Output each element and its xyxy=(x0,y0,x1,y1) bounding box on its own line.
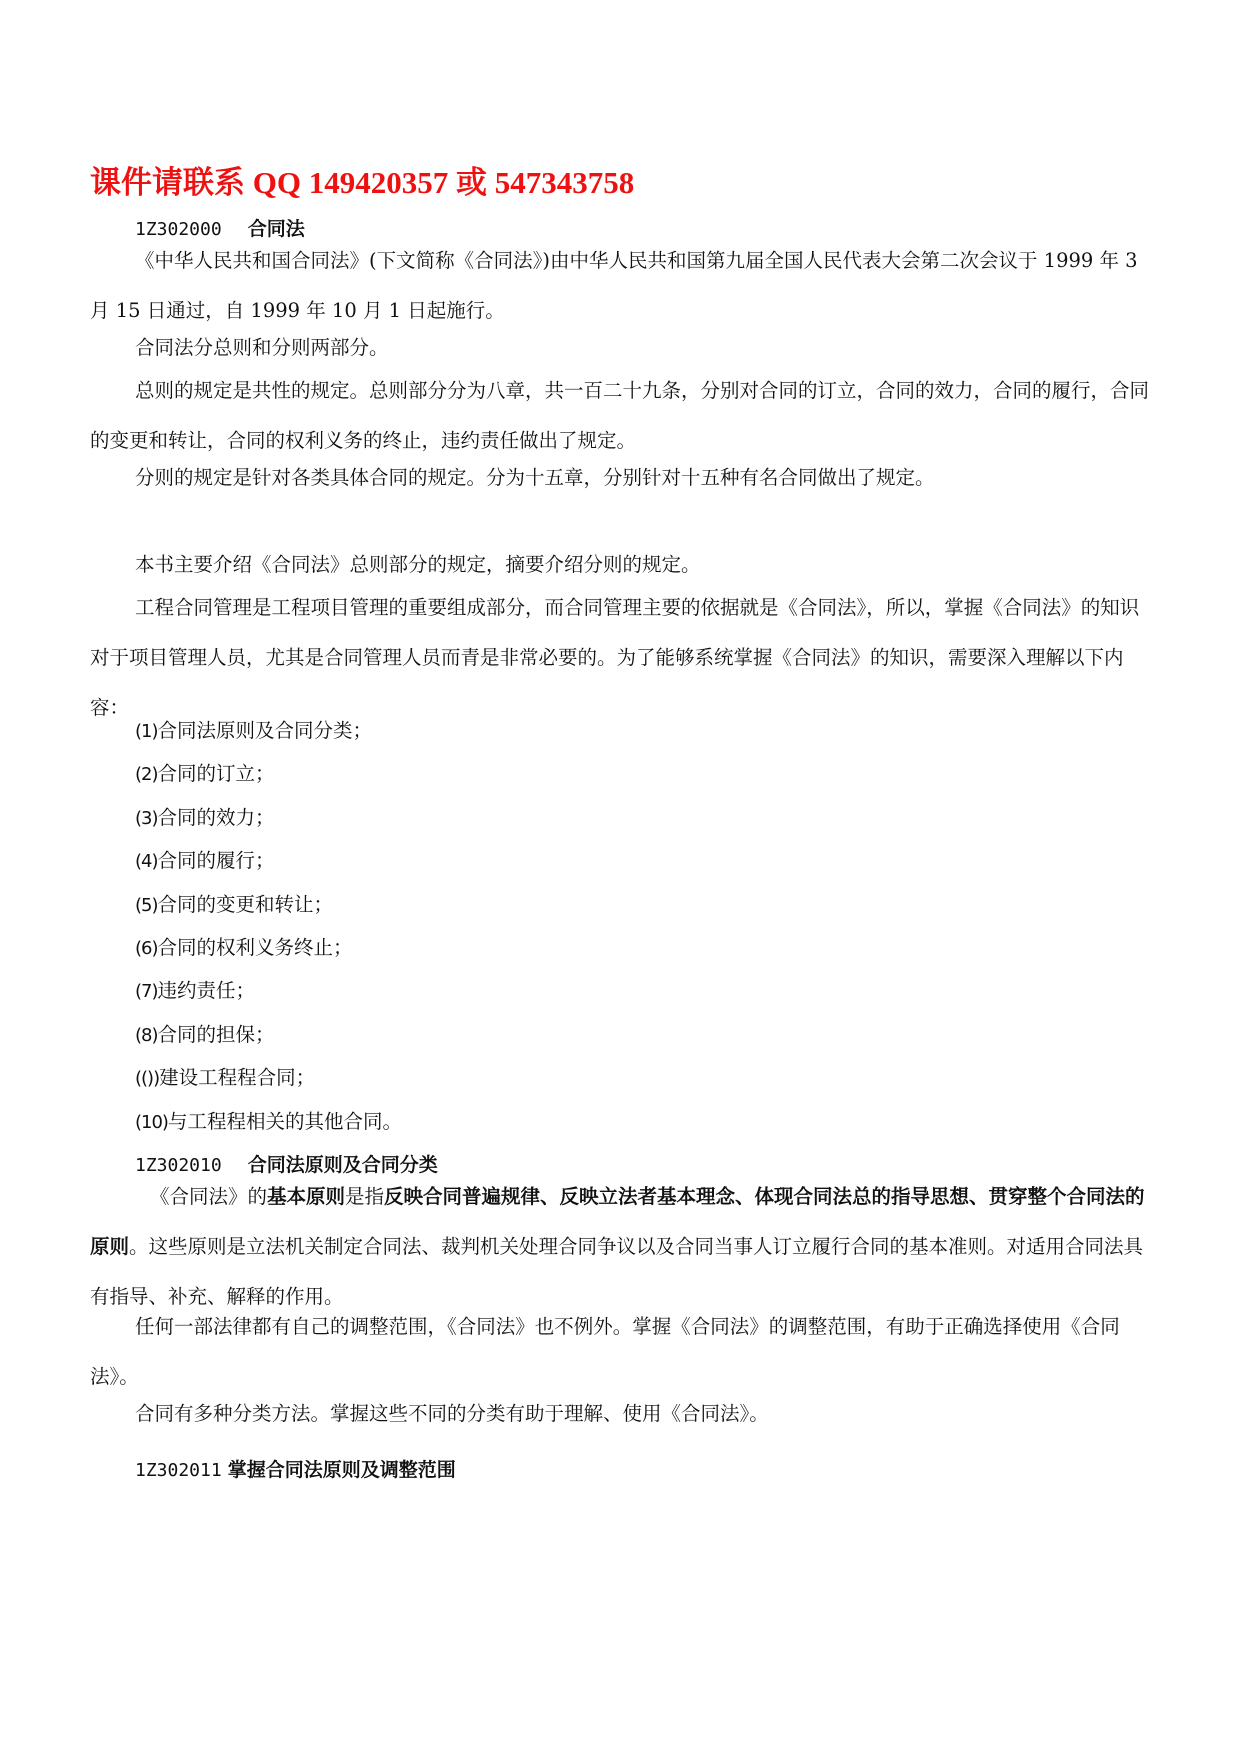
list-item: (3)合同的效力； xyxy=(135,806,275,829)
intro-paragraph-3: 总则的规定是共性的规定。总则部分分为八章，共一百二十九条，分别对合同的订立，合同的效力，合同的履行，合同的变更和转让，合同的权利义务的终止，违约责任做出了规定。 xyxy=(90,379,1150,452)
list-item: (7)违约责任； xyxy=(135,979,256,1002)
principles-paragraph-2: 任何一部法律都有自己的调整范围，《合同法》也不例外。掌握《合同法》的调整范围，有助于正确选择使用《合同法》。 xyxy=(90,1315,1120,1388)
intro-paragraph-4: 分则的规定是针对各类具体合同的规定。分为十五章，分别针对十五种有名合同做出了规定。 xyxy=(135,466,935,489)
section-code: 1Z302000 xyxy=(135,219,222,240)
section-title: 掌握合同法原则及调整范围 xyxy=(227,1459,456,1481)
section-title: 合同法原则及合同分类 xyxy=(247,1154,438,1176)
emphasis-basic-principle: 基本原则 xyxy=(267,1185,346,1208)
emphasis-definition: 反映合同普遍规律、反映立法者基本理念、体现合同法总的指导思想、贯穿整个合同法的原则 xyxy=(90,1185,1145,1258)
list-item: (4)合同的履行； xyxy=(135,849,275,872)
section-heading-1z302011 xyxy=(135,1455,456,1486)
intro-paragraph-2: 合同法分总则和分则两部分。 xyxy=(135,336,389,359)
list-item: (8)合同的担保； xyxy=(135,1023,275,1046)
list-item: (1)合同法原则及合同分类； xyxy=(135,719,373,742)
principles-paragraph-3: 合同有多种分类方法。掌握这些不同的分类有助于理解、使用《合同法》。 xyxy=(135,1402,769,1425)
contact-banner: 课件请联系 QQ 149420357 或 547343758 xyxy=(90,165,635,200)
list-item: (5)合同的变更和转让； xyxy=(135,893,334,916)
list-item: (())建设工程程合同； xyxy=(135,1066,316,1089)
section-title: 合同法 xyxy=(247,218,305,240)
principles-paragraph-1: 《合同法》的基本原则是指反映合同普遍规律、反映立法者基本理念、体现合同法总的指导思想、贯穿整个合同法的原则。这些原则是立法机关制定合同法、裁判机关处理合同争议以及合同当事人订立履行合同的基本准则。对适用合同法具有指导、补充、解释的作用。 xyxy=(90,1185,1145,1308)
list-item: (2)合同的订立； xyxy=(135,762,275,785)
section-code: 1Z302011 xyxy=(135,1460,222,1481)
list-item: (6)合同的权利义务终止； xyxy=(135,936,353,959)
list-item: (10)与工程程相关的其他合同。 xyxy=(135,1110,402,1133)
intro-paragraph-5: 本书主要介绍《合同法》总则部分的规定，摘要介绍分则的规定。 xyxy=(135,553,701,576)
intro-paragraph-1: 《中华人民共和国合同法》(下文简称《合同法》)由中华人民共和国第九届全国人民代表大会第二次会议于 1999 年 3 月 15 日通过，自 1999 年 10 月 1 日起施行。 xyxy=(90,249,1138,322)
intro-paragraph-6: 工程合同管理是工程项目管理的重要组成部分，而合同管理主要的依据就是《合同法》，所以，掌握《合同法》的知识对于项目管理人员，尤其是合同管理人员而青是非常必要的。为了能够系统掌握《合同法》的知识，需要深入理解以下内容： xyxy=(90,596,1140,719)
section-code: 1Z302010 xyxy=(135,1155,222,1176)
